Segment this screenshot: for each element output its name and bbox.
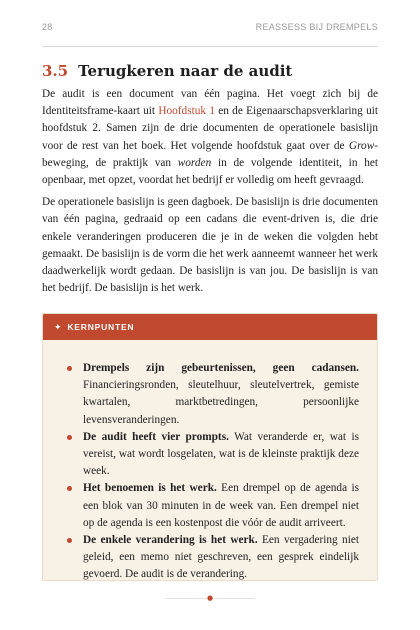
key-point-text: Financieringsronden, sleutelhuur, sleutelvertrek, gemiste kwartalen, marktbetredingen, persoonlijke levensveranderingen. <box>83 379 359 426</box>
running-header <box>42 22 378 47</box>
p1-emphasis-grow: Grow <box>348 139 375 152</box>
paragraph-1 <box>42 86 378 189</box>
running-title: REASSESS BIJ DREMPELS <box>255 22 378 32</box>
page-number: 28 <box>42 22 53 32</box>
key-point-text: Een vergadering niet geleid, een memo niet geschreven, een gesprek eindelijk gevoerd. De audit is de verandering. <box>83 534 359 581</box>
bullet-icon <box>67 538 72 543</box>
key-point-lead: De enkele verandering is het werk. <box>83 534 258 547</box>
p1-text-c: -beweging, de praktijk van <box>42 139 378 169</box>
section-number: 3.5 <box>42 62 69 80</box>
chapter-1-link[interactable]: Hoofdstuk 1 <box>158 105 215 118</box>
key-point-item <box>67 480 359 532</box>
key-point-lead: De audit heeft vier prompts. <box>83 430 229 443</box>
key-points-callout <box>42 313 378 581</box>
p1-text-d: in de volgende identiteit, in het openbaar, met opzet, voordat het bedrijf er volledig om heeft gevraagd. <box>42 156 378 187</box>
bullet-icon <box>67 435 72 440</box>
callout-label: KERNPUNTEN <box>67 322 135 332</box>
section-heading <box>42 62 292 80</box>
body-text <box>42 86 378 302</box>
footer-ornament-icon: ● <box>206 594 214 602</box>
key-points-list <box>43 340 377 581</box>
star-icon: ✦ <box>54 321 63 332</box>
key-point-item <box>67 532 359 581</box>
key-point-text: Een drempel op de agenda is een blok van 30 minuten in de week van. Een drempel niet op de agenda is een kostenpost die vóór de audit arriveert. <box>83 482 359 529</box>
bullet-icon <box>67 486 72 491</box>
key-point-item <box>67 429 359 481</box>
paragraph-2: De operationele basislijn is geen dagboek. De basislijn is drie documenten van één pagina, gedraaid op een cadans die event-driven is, die drie enkele veranderingen produceren die je in de weken die volgden hebt gemaakt. De basislijn is de vorm die het werk aanneemt wanneer het werk daadwerkelijk wordt gedaan. De basislijn is van jou. De basislijn is van het bedrijf. De basislijn is het werk. <box>42 196 378 295</box>
section-title: Terugkeren naar de audit <box>78 62 293 80</box>
p1-text-b: en de Eigenaarschapsverklaring uit hoofdstuk 2. Samen zijn de drie documenten de operationele basislijn voor de rest van het boek. Het volgende hoofdstuk gaat over de <box>42 105 379 152</box>
key-point-lead: Drempels zijn gebeurtenissen, geen cadansen. <box>83 362 359 374</box>
key-point-text: Wat veranderde er, wat is vereist, wat wordt losgelaten, wat is de kleinste praktijk deze week. <box>83 430 359 478</box>
bullet-icon <box>67 366 72 371</box>
p1-emphasis-worden: worden <box>177 156 212 169</box>
callout-header <box>43 314 377 340</box>
key-point-lead: Het benoemen is het werk. <box>83 482 217 495</box>
key-point-item <box>67 360 359 429</box>
p1-text-a: De audit is een document van één pagina. Het voegt zich bij de Identiteitsframe-kaart uit <box>42 88 378 118</box>
